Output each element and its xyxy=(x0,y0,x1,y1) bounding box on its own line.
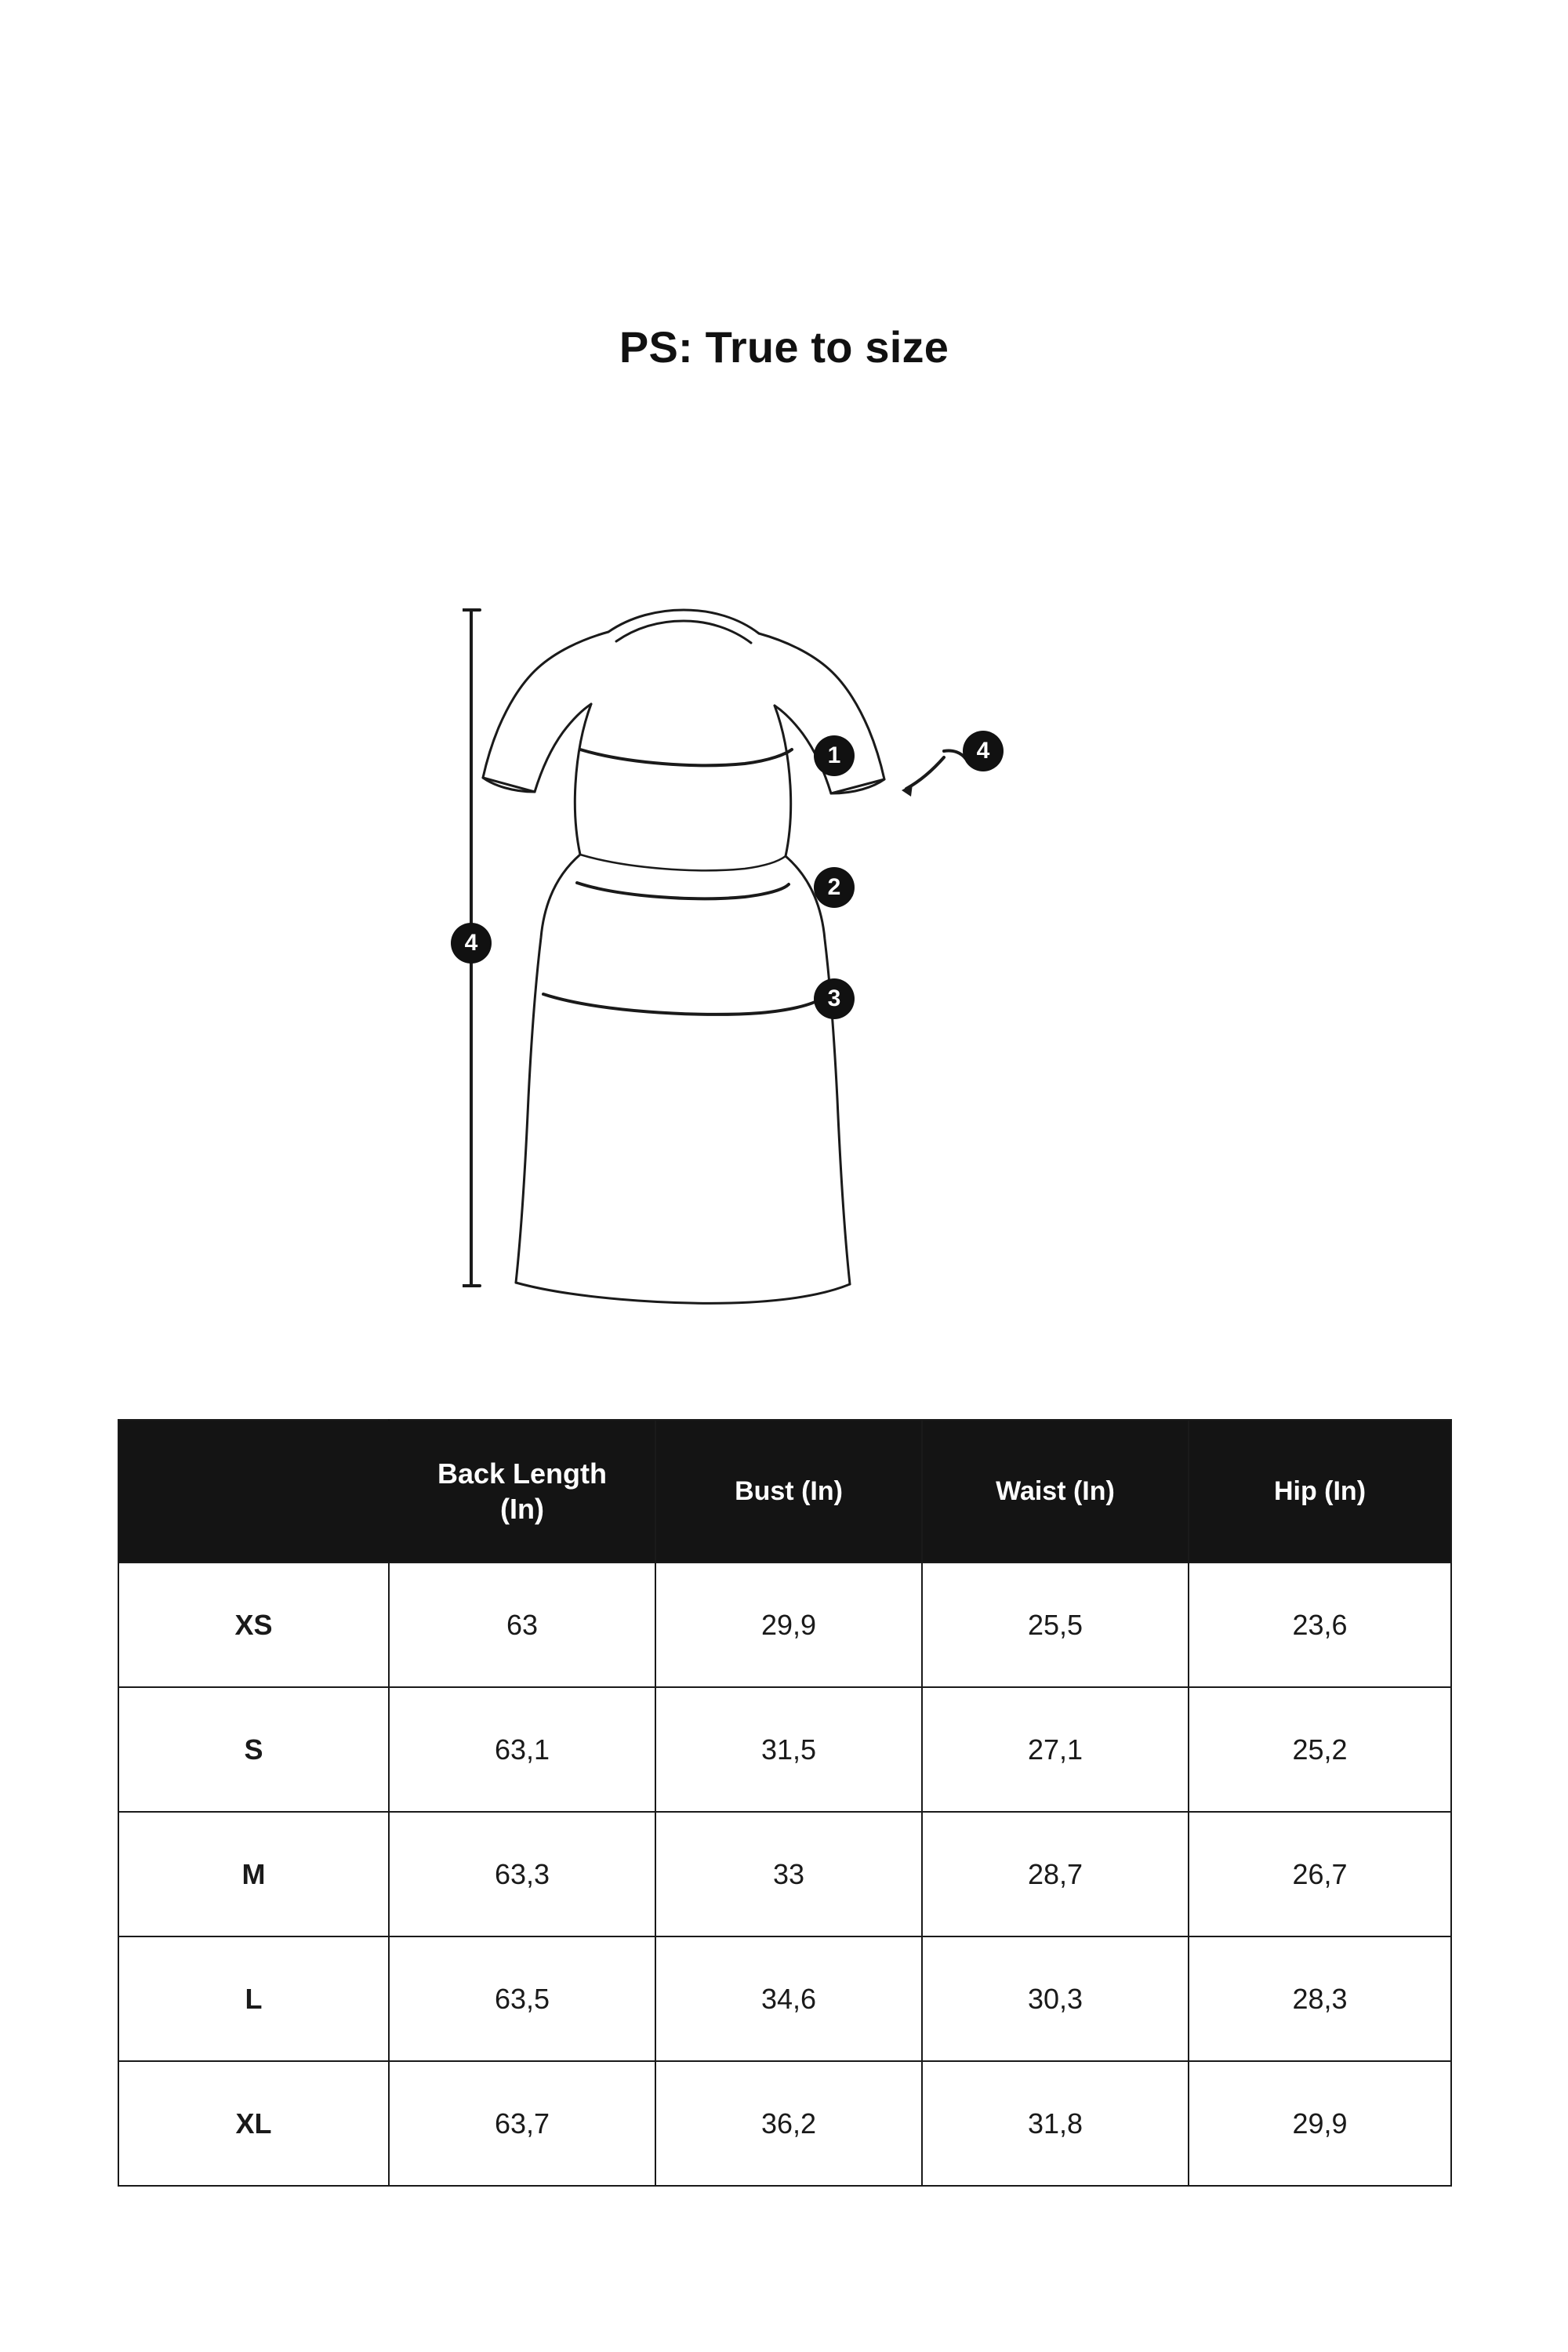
cell-back-length: 63,7 xyxy=(389,2061,655,2186)
dress-technical-drawing xyxy=(463,596,1058,1380)
hip-line xyxy=(543,994,823,1014)
marker-bust: 1 xyxy=(814,735,855,776)
cell-size: M xyxy=(118,1812,389,1936)
cell-size: S xyxy=(118,1687,389,1812)
hem xyxy=(516,1283,850,1303)
table-row xyxy=(118,1687,1451,1812)
bust-line xyxy=(580,750,792,765)
table-row xyxy=(118,1936,1451,2061)
table-body xyxy=(118,1563,1451,2186)
cell-bust: 31,5 xyxy=(655,1687,922,1812)
page-title: PS: True to size xyxy=(619,322,949,372)
table-header-back-length-line2: (In) xyxy=(500,1493,544,1525)
cell-waist: 27,1 xyxy=(922,1687,1189,1812)
dress-outline-svg xyxy=(463,596,1058,1380)
table-row xyxy=(118,1563,1451,1687)
cell-hip: 28,3 xyxy=(1189,1936,1451,2061)
marker-sleeve: 4 xyxy=(963,731,1004,771)
cell-waist: 30,3 xyxy=(922,1936,1189,2061)
size-table xyxy=(118,1419,1452,2187)
table-header-back-length xyxy=(389,1420,655,1563)
cell-back-length: 63,3 xyxy=(389,1812,655,1936)
table-head xyxy=(118,1420,1451,1563)
cell-bust: 36,2 xyxy=(655,2061,922,2186)
cell-bust: 33 xyxy=(655,1812,922,1936)
table-row xyxy=(118,2061,1451,2186)
table-header-back-length-line1: Back Length xyxy=(437,1457,608,1490)
cell-bust: 29,9 xyxy=(655,1563,922,1687)
table-header-hip: Hip (In) xyxy=(1189,1420,1451,1563)
cell-hip: 29,9 xyxy=(1189,2061,1451,2186)
cell-waist: 28,7 xyxy=(922,1812,1189,1936)
table-header-bust: Bust (In) xyxy=(655,1420,922,1563)
sleeve-pointer xyxy=(906,757,944,789)
table-row xyxy=(118,1812,1451,1936)
cell-hip: 26,7 xyxy=(1189,1812,1451,1936)
table-header-row xyxy=(118,1420,1451,1563)
cell-back-length: 63 xyxy=(389,1563,655,1687)
size-table-container xyxy=(118,1419,1450,2187)
cell-back-length: 63,5 xyxy=(389,1936,655,2061)
cell-back-length: 63,1 xyxy=(389,1687,655,1812)
cell-waist: 31,8 xyxy=(922,2061,1189,2186)
marker-waist: 2 xyxy=(814,867,855,908)
cell-size: XL xyxy=(118,2061,389,2186)
marker-hip: 3 xyxy=(814,978,855,1019)
table-header-size xyxy=(118,1420,389,1563)
cell-waist: 25,5 xyxy=(922,1563,1189,1687)
waist-seam xyxy=(580,855,786,870)
cell-size: L xyxy=(118,1936,389,2061)
neckline-inner xyxy=(616,621,751,643)
waist-line xyxy=(577,883,789,898)
figure-container xyxy=(0,596,1568,1427)
cell-size: XS xyxy=(118,1563,389,1687)
table-header-waist: Waist (In) xyxy=(922,1420,1189,1563)
marker-back-length: 4 xyxy=(451,923,492,964)
cell-bust: 34,6 xyxy=(655,1936,922,2061)
cell-hip: 25,2 xyxy=(1189,1687,1451,1812)
cell-hip: 23,6 xyxy=(1189,1563,1451,1687)
